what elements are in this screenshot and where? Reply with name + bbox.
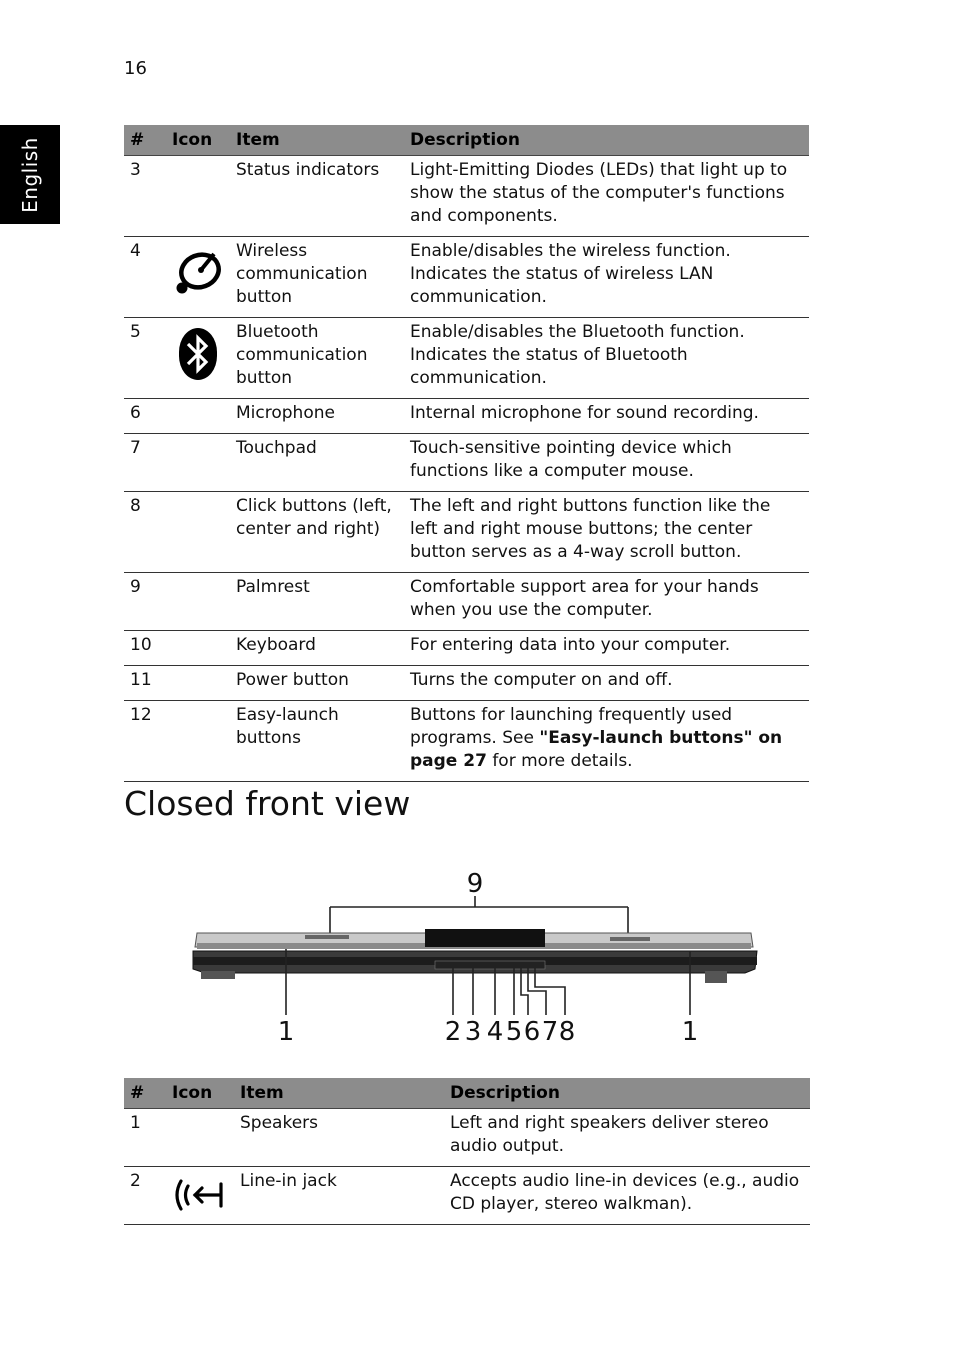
row-item: Power button (230, 666, 404, 701)
row-num: 7 (124, 434, 166, 492)
table-row (124, 434, 809, 492)
row-description: Left and right speakers deliver stereo audio output. (444, 1109, 810, 1167)
callout-1-left: 1 (277, 1017, 295, 1047)
row-icon (166, 573, 230, 631)
row-num: 11 (124, 666, 166, 701)
table-row (124, 492, 809, 573)
callout-2: 2 (444, 1017, 462, 1047)
header-num: # (124, 125, 166, 156)
callout-1-right: 1 (681, 1017, 699, 1047)
row-icon (166, 237, 230, 318)
row-description: Touch-sensitive pointing device which functions like a computer mouse. (404, 434, 809, 492)
row-item: Speakers (234, 1109, 444, 1167)
description-text: for more details. (486, 751, 633, 771)
row-icon (166, 701, 230, 782)
row-num: 6 (124, 399, 166, 434)
row-icon (166, 631, 230, 666)
cross-reference-link[interactable]: "Easy-launch buttons" on page 27 (410, 728, 783, 771)
components-table-bottom (124, 1078, 810, 1225)
table-row (124, 237, 809, 318)
components-table-top (124, 125, 809, 782)
header-num: # (124, 1078, 166, 1109)
table-row (124, 666, 809, 701)
row-icon (166, 1109, 234, 1167)
line-in-icon (173, 1176, 227, 1214)
row-item: Wireless communication button (230, 237, 404, 318)
header-icon: Icon (166, 1078, 234, 1109)
table-row (124, 1167, 810, 1225)
row-description: Light-Emitting Diodes (LEDs) that light up to show the status of the computer's functions and components. (404, 156, 809, 237)
row-description: Internal microphone for sound recording. (404, 399, 809, 434)
table-row (124, 399, 809, 434)
bluetooth-icon (177, 327, 219, 381)
callout-4: 4 (486, 1017, 504, 1047)
row-item: Palmrest (230, 573, 404, 631)
row-item: Bluetooth communication button (230, 318, 404, 399)
row-description: Enable/disables the Bluetooth function. Indicates the status of Bluetooth communication. (404, 318, 809, 399)
wireless-icon (172, 246, 224, 298)
row-icon (166, 666, 230, 701)
row-description: Enable/disables the wireless function. Indicates the status of wireless LAN communication. (404, 237, 809, 318)
row-icon (166, 318, 230, 399)
table-header-row (124, 125, 809, 156)
row-icon (166, 399, 230, 434)
row-icon (166, 492, 230, 573)
row-num: 9 (124, 573, 166, 631)
row-num: 12 (124, 701, 166, 782)
table-row (124, 318, 809, 399)
row-description: The left and right buttons function like the left and right mouse buttons; the center button serves as a 4-way scroll button. (404, 492, 809, 573)
row-item: Touchpad (230, 434, 404, 492)
header-icon: Icon (166, 125, 230, 156)
laptop-closed-front (193, 929, 757, 983)
row-description: For entering data into your computer. (404, 631, 809, 666)
table-row (124, 1109, 810, 1167)
row-description (404, 701, 809, 782)
row-num: 3 (124, 156, 166, 237)
table-row (124, 631, 809, 666)
callout-5: 5 (505, 1017, 523, 1047)
header-description: Description (404, 125, 809, 156)
row-description: Turns the computer on and off. (404, 666, 809, 701)
row-icon (166, 434, 230, 492)
table-row (124, 156, 809, 237)
row-item: Line-in jack (234, 1167, 444, 1225)
callout-6: 6 (523, 1017, 541, 1047)
table-row (124, 701, 809, 782)
page-number: 16 (124, 58, 147, 79)
header-description: Description (444, 1078, 810, 1109)
row-num: 1 (124, 1109, 166, 1167)
row-item: Easy-launch buttons (230, 701, 404, 782)
header-item: Item (234, 1078, 444, 1109)
row-item: Microphone (230, 399, 404, 434)
table-row (124, 573, 809, 631)
table-header-row (124, 1078, 810, 1109)
language-tab (0, 125, 60, 224)
language-tab-label: English (18, 136, 42, 213)
row-description: Accepts audio line-in devices (e.g., audio CD player, stereo walkman). (444, 1167, 810, 1225)
row-description: Comfortable support area for your hands when you use the computer. (404, 573, 809, 631)
section-title: Closed front view (124, 784, 411, 823)
row-item: Status indicators (230, 156, 404, 237)
callout-3: 3 (464, 1017, 482, 1047)
callout-8: 8 (558, 1017, 576, 1047)
row-num: 2 (124, 1167, 166, 1225)
callout-9: 9 (466, 869, 484, 899)
description-text: Buttons for launching frequently used programs. See (410, 705, 733, 748)
row-icon (166, 1167, 234, 1225)
row-item: Click buttons (left, center and right) (230, 492, 404, 573)
row-num: 8 (124, 492, 166, 573)
callout-7: 7 (541, 1017, 559, 1047)
closed-front-view-figure (185, 865, 765, 1047)
row-icon (166, 156, 230, 237)
row-num: 5 (124, 318, 166, 399)
row-item: Keyboard (230, 631, 404, 666)
row-num: 10 (124, 631, 166, 666)
header-item: Item (230, 125, 404, 156)
row-num: 4 (124, 237, 166, 318)
